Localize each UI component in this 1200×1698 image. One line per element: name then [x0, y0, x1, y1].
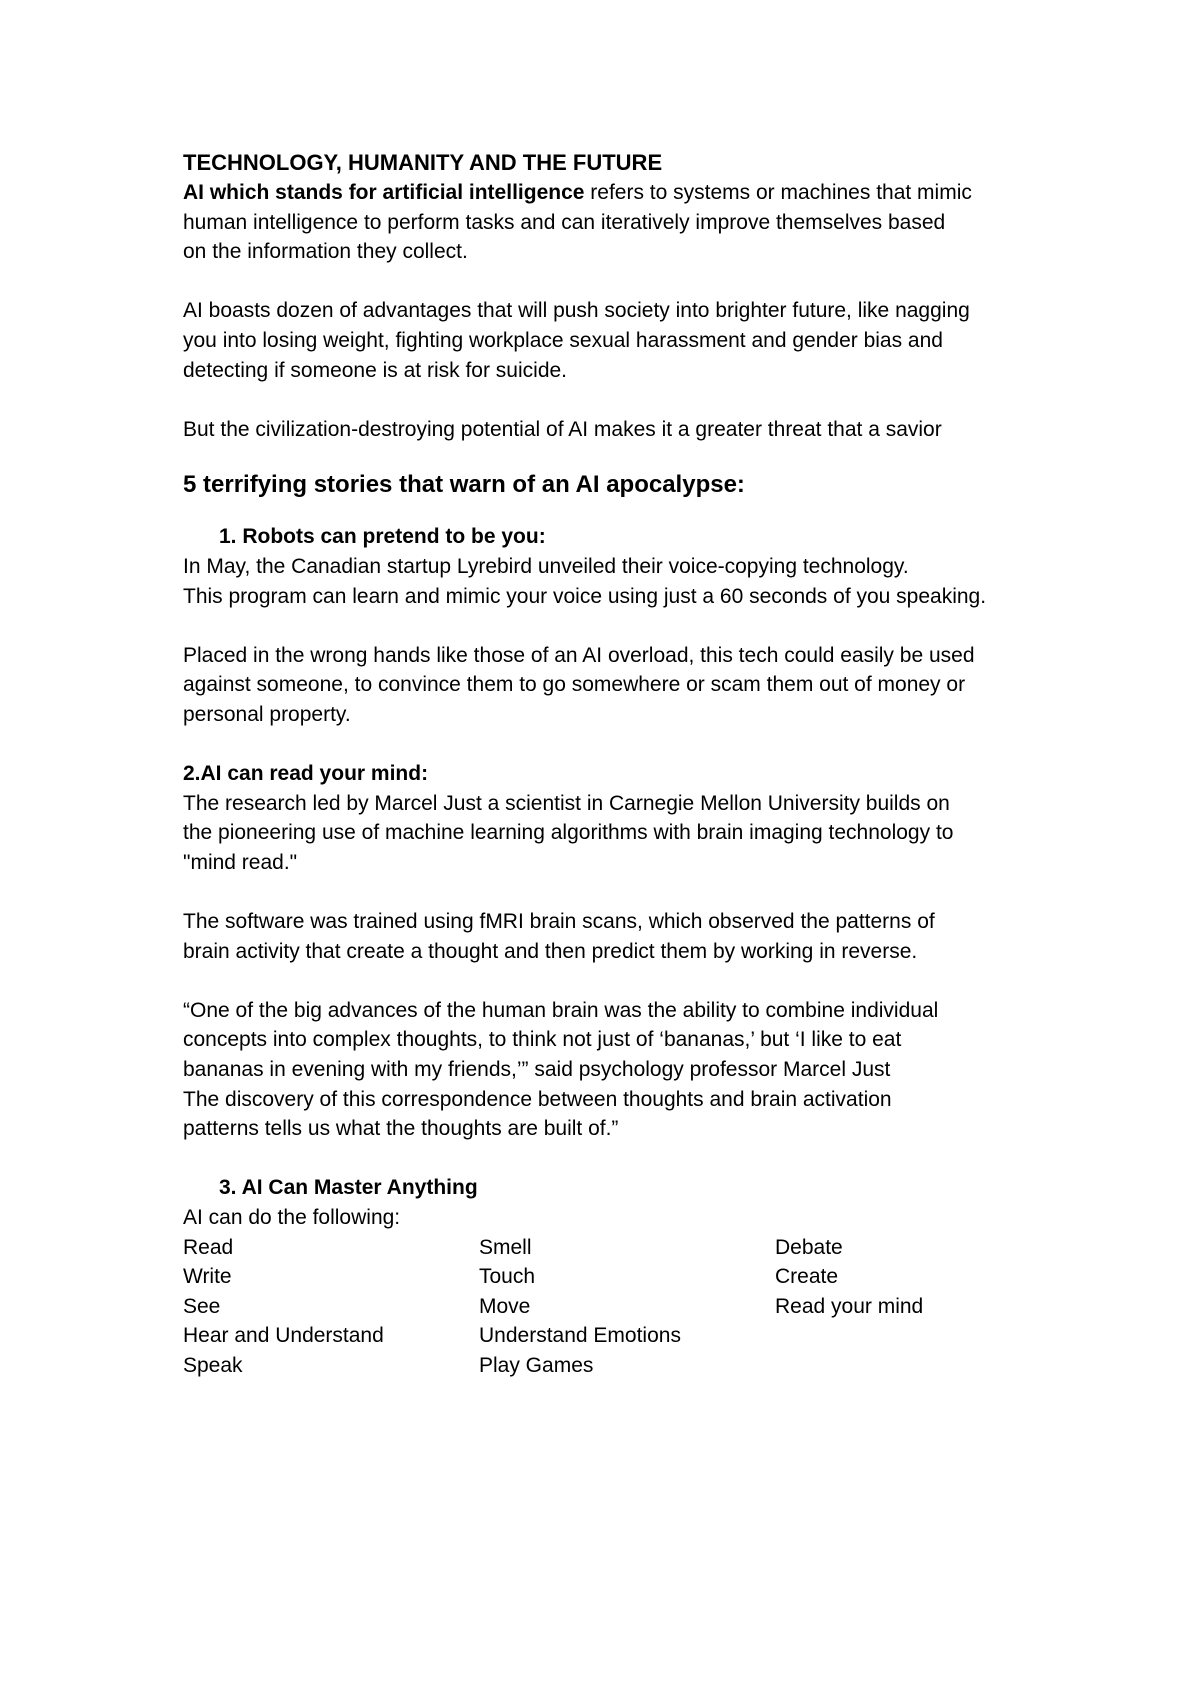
story-1-line-3: Placed in the wrong hands like those of an AI overload, this tech could easily be used: [183, 643, 975, 667]
quote-line-1: “One of the big advances of the human brain was the ability to combine individual: [183, 998, 939, 1022]
story-2-line-1: The research led by Marcel Just a scientist in Carnegie Mellon University builds on: [183, 791, 950, 815]
capability-item: Touch: [479, 1265, 536, 1289]
capability-item: Move: [479, 1294, 531, 1318]
paragraph-gap: [183, 267, 1063, 297]
capability-item: Understand Emotions: [479, 1324, 681, 1348]
intro-line-1: [183, 178, 1063, 208]
story-2-line-4: The software was trained using fMRI brain scans, which observed the patterns of: [183, 910, 935, 934]
story-3-intro: AI can do the following:: [183, 1206, 401, 1229]
paragraph-gap: [183, 1144, 1063, 1174]
capability-item: See: [183, 1294, 221, 1318]
advantages-line-3: detecting if someone is at risk for suicide.: [183, 358, 568, 382]
capability-item: Read your mind: [775, 1294, 924, 1318]
intro-term: artificial intelligence: [382, 181, 585, 204]
paragraph-gap: [183, 385, 1063, 415]
document-title: TECHNOLOGY, HUMANITY AND THE FUTURE: [183, 150, 663, 175]
story-3-heading: 3. AI Can Master Anything: [219, 1176, 478, 1200]
capability-item: [775, 1351, 1063, 1381]
story-1-line-5: personal property.: [183, 702, 351, 726]
capability-item: Read: [183, 1235, 234, 1259]
advantages-line-2: you into losing weight, fighting workplace sexual harassment and gender bias and: [183, 328, 943, 352]
section-gap: [183, 444, 1063, 464]
paragraph-gap: [183, 611, 1063, 641]
quote-line-5: patterns tells us what the thoughts are built of.”: [183, 1117, 619, 1141]
story-2-line-2: the pioneering use of machine learning algorithms with brain imaging technology to: [183, 821, 954, 845]
story-1-heading: 1. Robots can pretend to be you:: [219, 525, 546, 549]
capability-item: Debate: [775, 1235, 843, 1259]
capability-item: Create: [775, 1265, 839, 1289]
advantages-line-1: AI boasts dozen of advantages that will push society into brighter future, like nagging: [183, 299, 970, 323]
paragraph-gap: [183, 730, 1063, 760]
capability-item: Play Games: [479, 1353, 594, 1377]
capability-item: Hear and Understand: [183, 1324, 384, 1348]
story-2-line-3: "mind read.": [183, 850, 298, 874]
story-1-line-4: against someone, to convince them to go somewhere or scam them out of money or: [183, 673, 966, 697]
story-1-line-2: This program can learn and mimic your voice using just a 60 seconds of you speaking.: [183, 584, 987, 608]
threat-line: But the civilization-destroying potential of AI makes it a greater threat that a savior: [183, 417, 942, 441]
stories-heading: 5 terrifying stories that warn of an AI apocalypse:: [183, 471, 745, 499]
capability-item: Write: [183, 1265, 232, 1289]
story-2-heading: 2.AI can read your mind:: [183, 762, 429, 786]
intro-line-3: on the information they collect.: [183, 240, 468, 264]
capability-item: Speak: [183, 1353, 243, 1377]
intro-line-2: human intelligence to perform tasks and can iteratively improve themselves based: [183, 210, 946, 234]
story-1-line-1: In May, the Canadian startup Lyrebird unveiled their voice-copying technology.: [183, 554, 909, 578]
paragraph-gap: [183, 877, 1063, 907]
intro-lead: AI which stands for: [183, 181, 383, 204]
capability-item: [775, 1321, 1063, 1351]
section-gap: [183, 502, 1063, 522]
story-2-line-5: brain activity that create a thought and then predict them by working in reverse.: [183, 939, 918, 963]
document-body: [183, 148, 1063, 1381]
paragraph-gap: [183, 966, 1063, 996]
quote-line-2: concepts into complex thoughts, to think not just of ‘bananas,’ but ‘I like to eat: [183, 1028, 902, 1052]
quote-line-4: The discovery of this correspondence between thoughts and brain activation: [183, 1087, 892, 1111]
quote-line-3: bananas in evening with my friends,’” said psychology professor Marcel Just: [183, 1058, 891, 1082]
capabilities-table: [183, 1233, 1063, 1381]
capability-item: Smell: [479, 1235, 532, 1259]
intro-line-1-rest: refers to systems or machines that mimic: [584, 181, 972, 204]
